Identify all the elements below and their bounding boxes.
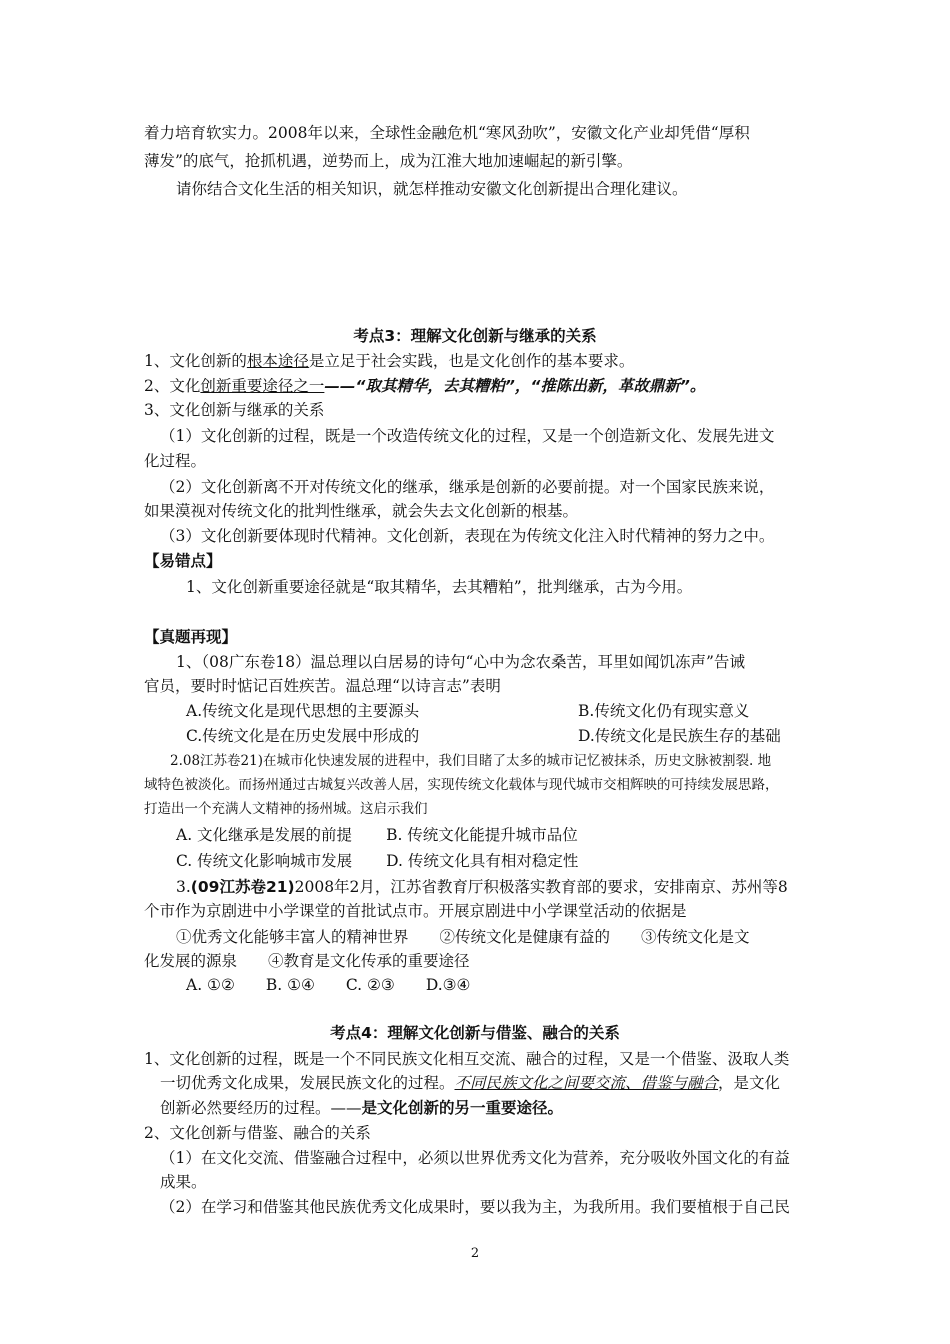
section-4-point-1a: 1、文化创新的过程，既是一个不同民族文化相互交流、融合的过程，又是一个借鉴、汲取人类: [144, 1050, 790, 1068]
option-c: C. 传统文化影响城市发展: [176, 852, 353, 870]
question-2-line-1: 2.08江苏卷21)在城市化快速发展的进程中，我们目睹了太多的城市记忆被抹杀，历史文脉被割裂. 地: [170, 753, 772, 769]
text: 2、文化: [144, 377, 201, 395]
real-exam-title: 【真题再现】: [144, 628, 238, 646]
section-3-item-3: （3）文化创新要体现时代精神。文化创新，表现在为传统文化注入时代精神的努力之中。: [160, 527, 775, 545]
option-b: B.传统文化仍有现实意义: [578, 702, 750, 720]
option-a: A. 文化继承是发展的前提: [176, 826, 353, 844]
question-1-line-1: 1、（08广东卷18）温总理以白居易的诗句“心中为念农桑苦，耳里如闻饥冻声”告诫: [176, 653, 745, 671]
mistake-item-1: 1、文化创新重要途径就是“取其精华，去其糟粕”，批判继承，古为今用。: [186, 578, 693, 596]
question-3-line-1: [176, 876, 788, 898]
option-b: B. 传统文化能提升城市品位: [386, 826, 578, 844]
section-3-point-2: [144, 375, 705, 397]
underlined-term: 创新重要途径之一: [200, 377, 325, 395]
question-1-options-row-1: [186, 700, 786, 722]
question-3-line-3: ①优秀文化能够丰富人的精神世界 ②传统文化是健康有益的 ③传统文化是文: [176, 928, 750, 946]
option-d: D. 传统文化具有相对稳定性: [386, 852, 579, 870]
section-3-item-1b: 化过程。: [144, 452, 207, 470]
bold-phrase: 是文化创新的另一重要途径。: [361, 1099, 564, 1117]
question-2-line-3: 打造出一个充满人文精神的扬州城。这启示我们: [144, 801, 428, 817]
text: 创新必然要经历的过程。——: [160, 1099, 362, 1117]
question-2-options-row-2: [176, 850, 578, 872]
question-2-options-row-1: [176, 824, 578, 846]
option-d: D.传统文化是民族生存的基础: [578, 727, 781, 745]
section-4-point-2: 2、文化创新与借鉴、融合的关系: [144, 1124, 371, 1142]
question-2-line-2: 域特色被淡化。而扬州通过古城复兴改善人居，实现传统文化载体与现代城市交相辉映的可持续发展思路，: [144, 777, 779, 793]
text: 2008年2月，江苏省教育厅积极落实教育部的要求，安排南京、苏州等8: [294, 878, 788, 896]
section-3-item-2b: 如果漠视对传统文化的批判性继承，就会失去文化创新的根基。: [144, 502, 579, 520]
section-3-item-2a: （2）文化创新离不开对传统文化的继承，继承是创新的必要前提。对一个国家民族来说，: [160, 478, 775, 496]
underlined-phrase: 不同民族文化之间要交流、借鉴与融合: [454, 1074, 719, 1092]
section-3-point-1: [144, 350, 634, 372]
section-4-item-2: （2）在学习和借鉴其他民族优秀文化成果时，要以我为主，为我所用。我们要植根于自己民: [160, 1198, 790, 1216]
text: 是立足于社会实践，也是文化创作的基本要求。: [308, 352, 635, 370]
question-1-line-2: 官员，要时时惦记百姓疾苦。温总理“以诗言志”表明: [144, 677, 501, 695]
question-source: (09江苏卷21): [190, 878, 295, 896]
page-number: 2: [470, 1246, 480, 1261]
question-3-line-4: 化发展的源泉 ④教育是文化传承的重要途径: [144, 952, 470, 970]
section-4-heading: 考点4：理解文化创新与借鉴、融合的关系: [330, 1024, 620, 1042]
intro-line-2: 薄发”的底气，抢抓机遇，逆势而上，成为江淮大地加速崛起的新引擎。: [144, 152, 633, 170]
quote-text: ——“取其精华，去其糟粕”，“推陈出新，革故鼎新”。: [324, 377, 706, 395]
intro-question: 请你结合文化生活的相关知识，就怎样推动安徽文化创新提出合理化建议。: [176, 180, 688, 198]
section-4-item-1a: （1）在文化交流、借鉴融合过程中，必须以世界优秀文化为营养，充分吸收外国文化的有益: [160, 1149, 790, 1167]
section-3-heading: 考点3：理解文化创新与继承的关系: [353, 327, 597, 345]
section-3-item-1a: （1）文化创新的过程，既是一个改造传统文化的过程，又是一个创造新文化、发展先进文: [160, 427, 775, 445]
text: 一切优秀文化成果，发展民族文化的过程。: [160, 1074, 455, 1092]
question-3-options: A. ①② B. ①④ C. ②③ D.③④: [186, 976, 471, 994]
text: ，是文化: [718, 1074, 781, 1092]
option-c: C.传统文化是在历史发展中形成的: [186, 727, 420, 745]
section-3-point-3: 3、文化创新与继承的关系: [144, 401, 325, 419]
underlined-term: 根本途径: [246, 352, 309, 370]
question-3-line-2: 个市作为京剧进中小学课堂的首批试点市。开展京剧进中小学课堂活动的依据是: [144, 902, 687, 920]
section-4-point-1c: [160, 1097, 563, 1119]
text: 1、文化创新的: [144, 352, 247, 370]
mistake-title: 【易错点】: [144, 552, 222, 570]
section-4-item-1b: 成果。: [160, 1173, 207, 1191]
section-4-point-1b: [160, 1072, 780, 1094]
intro-line-1: 着力培育软实力。2008年以来，全球性金融危机“寒风劲吹”，安徽文化产业却凭借“厚积: [144, 124, 750, 142]
question-number: 3.: [176, 878, 191, 896]
question-1-options-row-2: [186, 725, 786, 747]
option-a: A.传统文化是现代思想的主要源头: [186, 702, 420, 720]
